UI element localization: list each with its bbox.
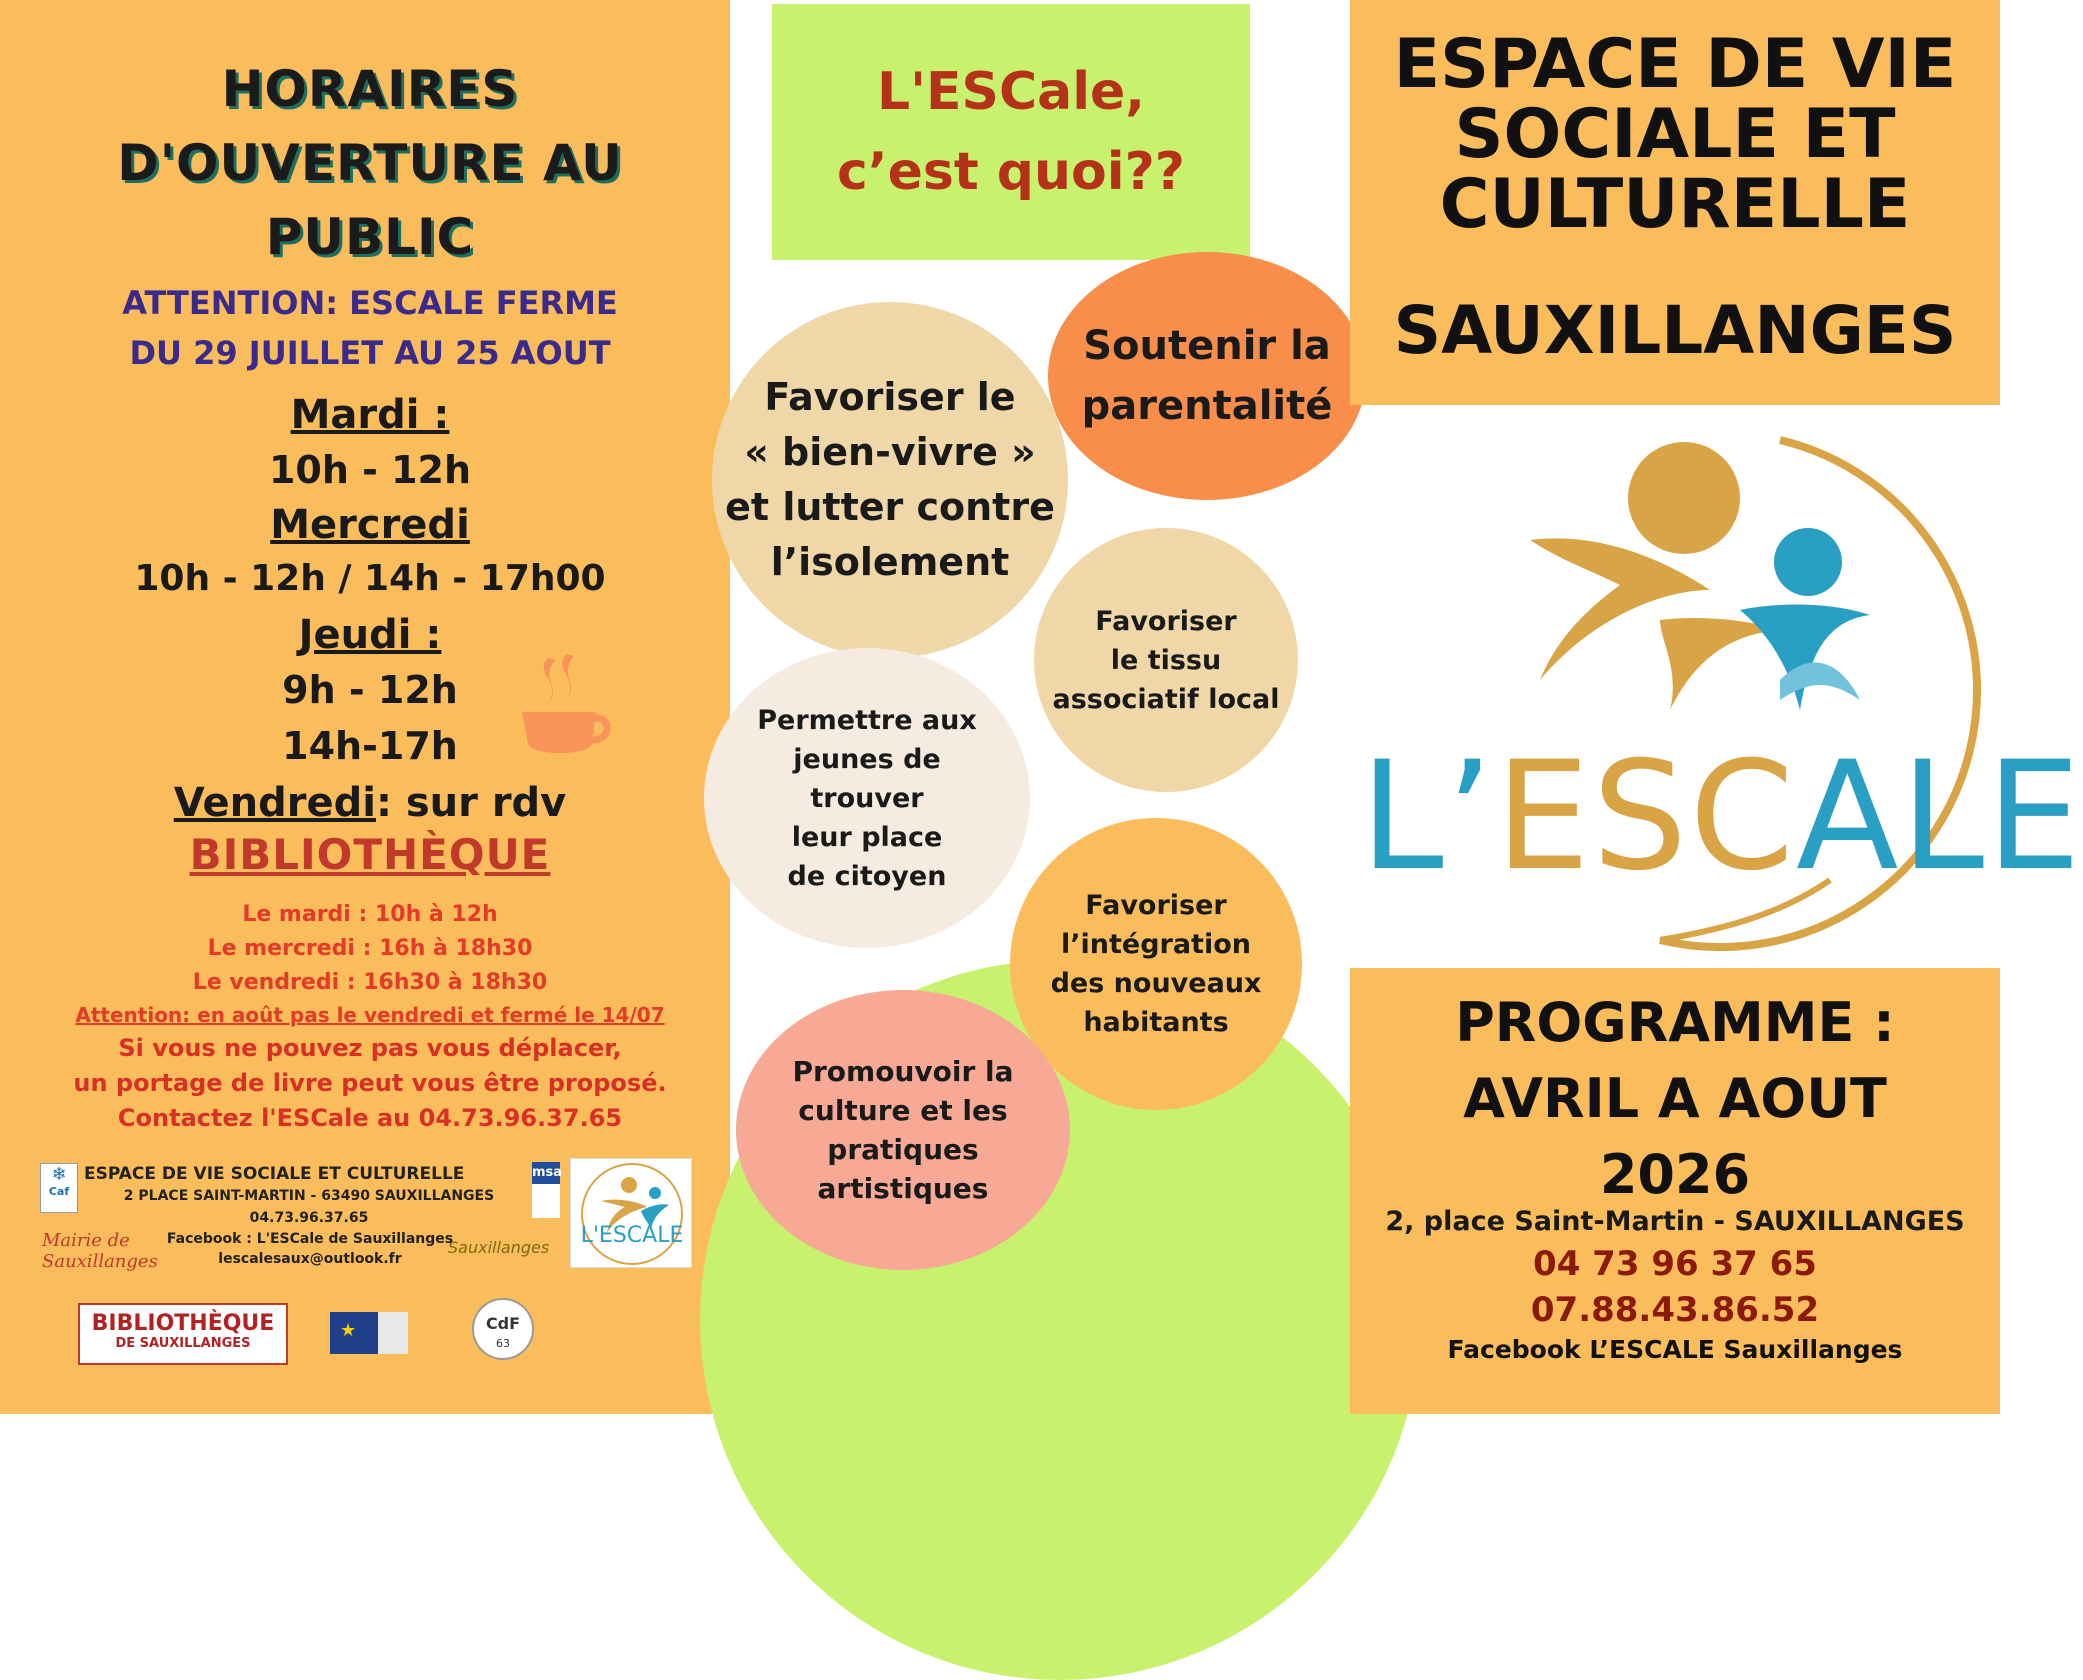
bibliotheque-attention: Attention: en août pas le vendredi et fermé le 14/07 (75, 1003, 665, 1027)
coffee-cup-icon (508, 648, 614, 764)
time-jeudi-afternoon: 14h-17h (282, 724, 458, 768)
msa-logo (532, 1162, 563, 1218)
question-title (772, 52, 1250, 212)
bubble-line: « bien-vivre » (744, 430, 1036, 474)
portage-line: un portage de livre peut vous être proposé. (73, 1069, 667, 1097)
phone-1: 04 73 96 37 65 (1533, 1244, 1817, 1284)
bubble-line: Soutenir la (1083, 323, 1331, 369)
programme-line: PROGRAMME : (1455, 991, 1895, 1054)
bubble-line: habitants (1083, 1007, 1229, 1038)
bubble-integration (1010, 818, 1302, 1110)
day-jeudi: Jeudi : (298, 612, 442, 658)
bibliotheque-hours-line: Le vendredi : 16h30 à 18h30 (192, 970, 548, 995)
hours-title-line: D'OUVERTURE AU (117, 134, 623, 192)
programme-line: 2026 (1599, 1143, 1751, 1206)
bubble-line: le tissu (1110, 644, 1222, 676)
day-vendredi: Vendredi (173, 780, 376, 826)
bubble-line: Favoriser le (764, 375, 1016, 419)
bubble-line: des nouveaux (1050, 968, 1262, 999)
credits-org: ESPACE DE VIE SOCIALE ET CULTURELLE (84, 1164, 465, 1184)
phone-2: 07.88.43.86.52 (1530, 1290, 1820, 1330)
mairie-logo: Mairie de Sauxillanges (42, 1230, 158, 1272)
msa-label: msa (532, 1162, 560, 1184)
time-jeudi-morning: 9h - 12h (282, 668, 458, 712)
espace-title-line: SOCIALE ET (1454, 95, 1896, 174)
credits-facebook: Facebook : L'ESCale de Sauxillanges (166, 1231, 454, 1247)
escale-logo-text (1360, 730, 2083, 904)
bubble-line: l’intégration (1060, 929, 1251, 960)
logo-text-esc: ESC (1495, 730, 1796, 904)
biblio-logo-title: BIBLIOTHÈQUE (91, 1311, 275, 1336)
programme-title (1350, 985, 2000, 1213)
bubble-line: associatif local (1052, 683, 1280, 715)
bubble-line: Favoriser (1085, 890, 1227, 921)
caf-logo (40, 1163, 78, 1213)
time-vendredi: : sur rdv (375, 780, 567, 826)
bubble-culture (736, 990, 1070, 1270)
eu-flag-logo (330, 1312, 408, 1354)
eu-flag-side (378, 1312, 408, 1354)
bubble-tissu-associatif (1034, 528, 1298, 792)
bubble-line: trouver (810, 782, 924, 814)
eu-stars-icon: ★ (340, 1320, 357, 1341)
espace-title-line: ESPACE DE VIE (1393, 25, 1957, 104)
address: 2, place Saint-Martin - SAUXILLANGES (1385, 1206, 1965, 1237)
snowflake-icon: ❄ (51, 1164, 67, 1185)
portage-line: Si vous ne pouvez pas vous déplacer, (118, 1034, 622, 1062)
vendredi-line (40, 780, 700, 826)
time-mercredi: 10h - 12h / 14h - 17h00 (134, 558, 606, 599)
closure-warning-line: DU 29 JUILLET AU 25 AOUT (129, 334, 611, 372)
caf-label: Caf (48, 1185, 70, 1198)
mini-escale-logo (570, 1158, 692, 1268)
cc-sauxillanges-logo: Sauxillanges (448, 1238, 550, 1257)
facebook-line: Facebook L’ESCALE Sauxillanges (1447, 1335, 1903, 1364)
day-mercredi: Mercredi (270, 502, 470, 548)
bubble-line: de citoyen (787, 860, 947, 892)
cdf-logo (472, 1298, 534, 1360)
day-mardi: Mardi : (290, 392, 450, 438)
bubble-line: Promouvoir la (792, 1055, 1014, 1088)
bubble-line: Favoriser (1095, 605, 1237, 637)
hours-title (40, 52, 700, 274)
espace-title-line: CULTURELLE (1439, 165, 1911, 244)
bubble-line: pratiques (827, 1133, 979, 1166)
hours-title-line: HORAIRES (221, 60, 519, 118)
time-mardi: 10h - 12h (268, 448, 472, 492)
question-line: c’est quoi?? (837, 142, 1185, 202)
bubble-bien-vivre (712, 302, 1068, 658)
biblio-logo-subtitle: DE SAUXILLANGES (115, 1336, 251, 1351)
question-line: L'ESCale, (876, 62, 1146, 122)
logo-text-l: L’ (1360, 730, 1496, 904)
bubble-line: l’isolement (770, 540, 1010, 584)
credits-address: 2 PLACE SAINT-MARTIN - 63490 SAUXILLANGES (123, 1188, 495, 1204)
espace-title (1350, 25, 2000, 244)
logo-text-part2: ALE (1795, 730, 2083, 904)
cdf-label: CdF (485, 1314, 521, 1333)
bubble-line: leur place (791, 821, 943, 853)
cdf-number: 63 (496, 1337, 510, 1350)
logo-head-gold (1628, 442, 1740, 554)
logo-figure-teal (1740, 605, 1870, 710)
closure-warning-line: ATTENTION: ESCALE FERME (122, 284, 618, 322)
hours-title-line: PUBLIC (265, 208, 475, 266)
bubble-line: parentalité (1081, 383, 1333, 429)
bubble-parentalite (1048, 252, 1366, 500)
town-title: SAUXILLANGES (1393, 292, 1957, 369)
escale-figures-icon (571, 1159, 693, 1269)
portage-line: Contactez l'ESCale au 04.73.96.37.65 (117, 1104, 623, 1132)
bubble-line: artistiques (817, 1172, 989, 1205)
bubble-line: et lutter contre (725, 485, 1055, 529)
credits-email: lescalesaux@outlook.fr (218, 1251, 402, 1267)
bibliotheque-title: BIBLIOTHÈQUE (189, 830, 551, 879)
logo-head-teal (1774, 528, 1842, 596)
bubble-line: jeunes de (793, 743, 941, 775)
logo-text-part1 (1360, 730, 1796, 904)
credits-phone: 04.73.96.37.65 (249, 1210, 369, 1226)
bubble-line: culture et les (798, 1094, 1008, 1127)
bibliotheque-hours-line: Le mardi : 10h à 12h (242, 902, 498, 927)
programme-line: AVRIL A AOUT (1463, 1067, 1887, 1130)
bibliotheque-logo (78, 1303, 288, 1365)
bubble-jeunes (704, 648, 1030, 948)
bibliotheque-hours-line: Le mercredi : 16h à 18h30 (207, 936, 533, 961)
mini-logo-text: L'ESCALE (580, 1223, 684, 1248)
bubble-line: Permettre aux (757, 704, 977, 736)
